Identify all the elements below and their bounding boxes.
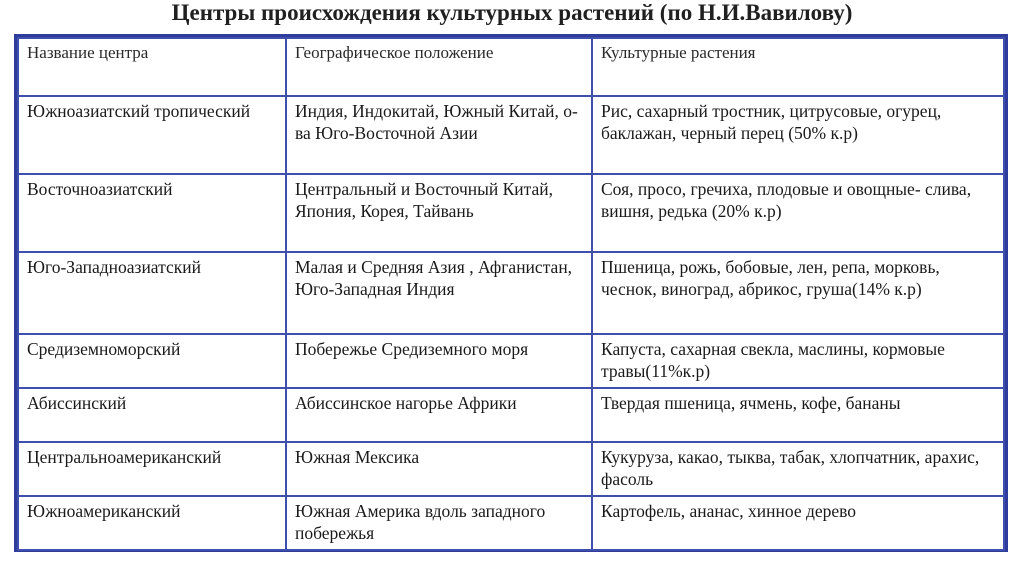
document-title: Центры происхождения культурных растений (по Н.И.Вавилову) [171,0,853,25]
center-plants: Соя, просо, гречиха, плодовые и овощные- слива, вишня, редька (20% к.р) [592,174,1004,252]
table-row [18,442,1004,496]
center-location: Южная Америка вдоль западного побережья [286,496,592,550]
header-name: Название центра [18,38,286,96]
center-location: Побережье Средиземного моря [286,334,592,388]
table-row [18,174,1004,252]
center-location: Центральный и Восточный Китай, Япония, Корея, Тайвань [286,174,592,252]
table-row [18,334,1004,388]
table-row [18,252,1004,334]
header-location: Географическое положение [286,38,592,96]
header-plants: Культурные растения [592,38,1004,96]
center-name: Восточноазиатский [18,174,286,252]
center-plants: Рис, сахарный тростник, цитрусовые, огурец, баклажан, черный перец (50% к.р) [592,96,1004,174]
center-name: Южноазиатский тропический [18,96,286,174]
centers-table [17,37,1005,551]
table-row [18,388,1004,442]
center-location: Южная Мексика [286,442,592,496]
center-plants: Пшеница, рожь, бобовые, лен, репа, морковь, чеснок, виноград, абрикос, груша(14% к.р) [592,252,1004,334]
center-plants: Твердая пшеница, ячмень, кофе, бананы [592,388,1004,442]
center-plants: Картофель, ананас, хинное дерево [592,496,1004,550]
center-name: Центральноамериканский [18,442,286,496]
center-location: Индия, Индокитай, Южный Китай, о-ва Юго-Восточной Азии [286,96,592,174]
center-name: Абиссинский [18,388,286,442]
table-frame [14,34,1008,552]
table-row [18,96,1004,174]
center-plants: Капуста, сахарная свекла, маслины, кормовые травы(11%к.р) [592,334,1004,388]
center-name: Средиземноморский [18,334,286,388]
table-header-row [18,38,1004,96]
table-row [18,496,1004,550]
center-name: Южноамериканский [18,496,286,550]
center-name: Юго-Западноазиатский [18,252,286,334]
center-location: Абиссинское нагорье Африки [286,388,592,442]
center-plants: Кукуруза, какао, тыква, табак, хлопчатник, арахис, фасоль [592,442,1004,496]
center-location: Малая и Средняя Азия , Афганистан, Юго-Западная Индия [286,252,592,334]
